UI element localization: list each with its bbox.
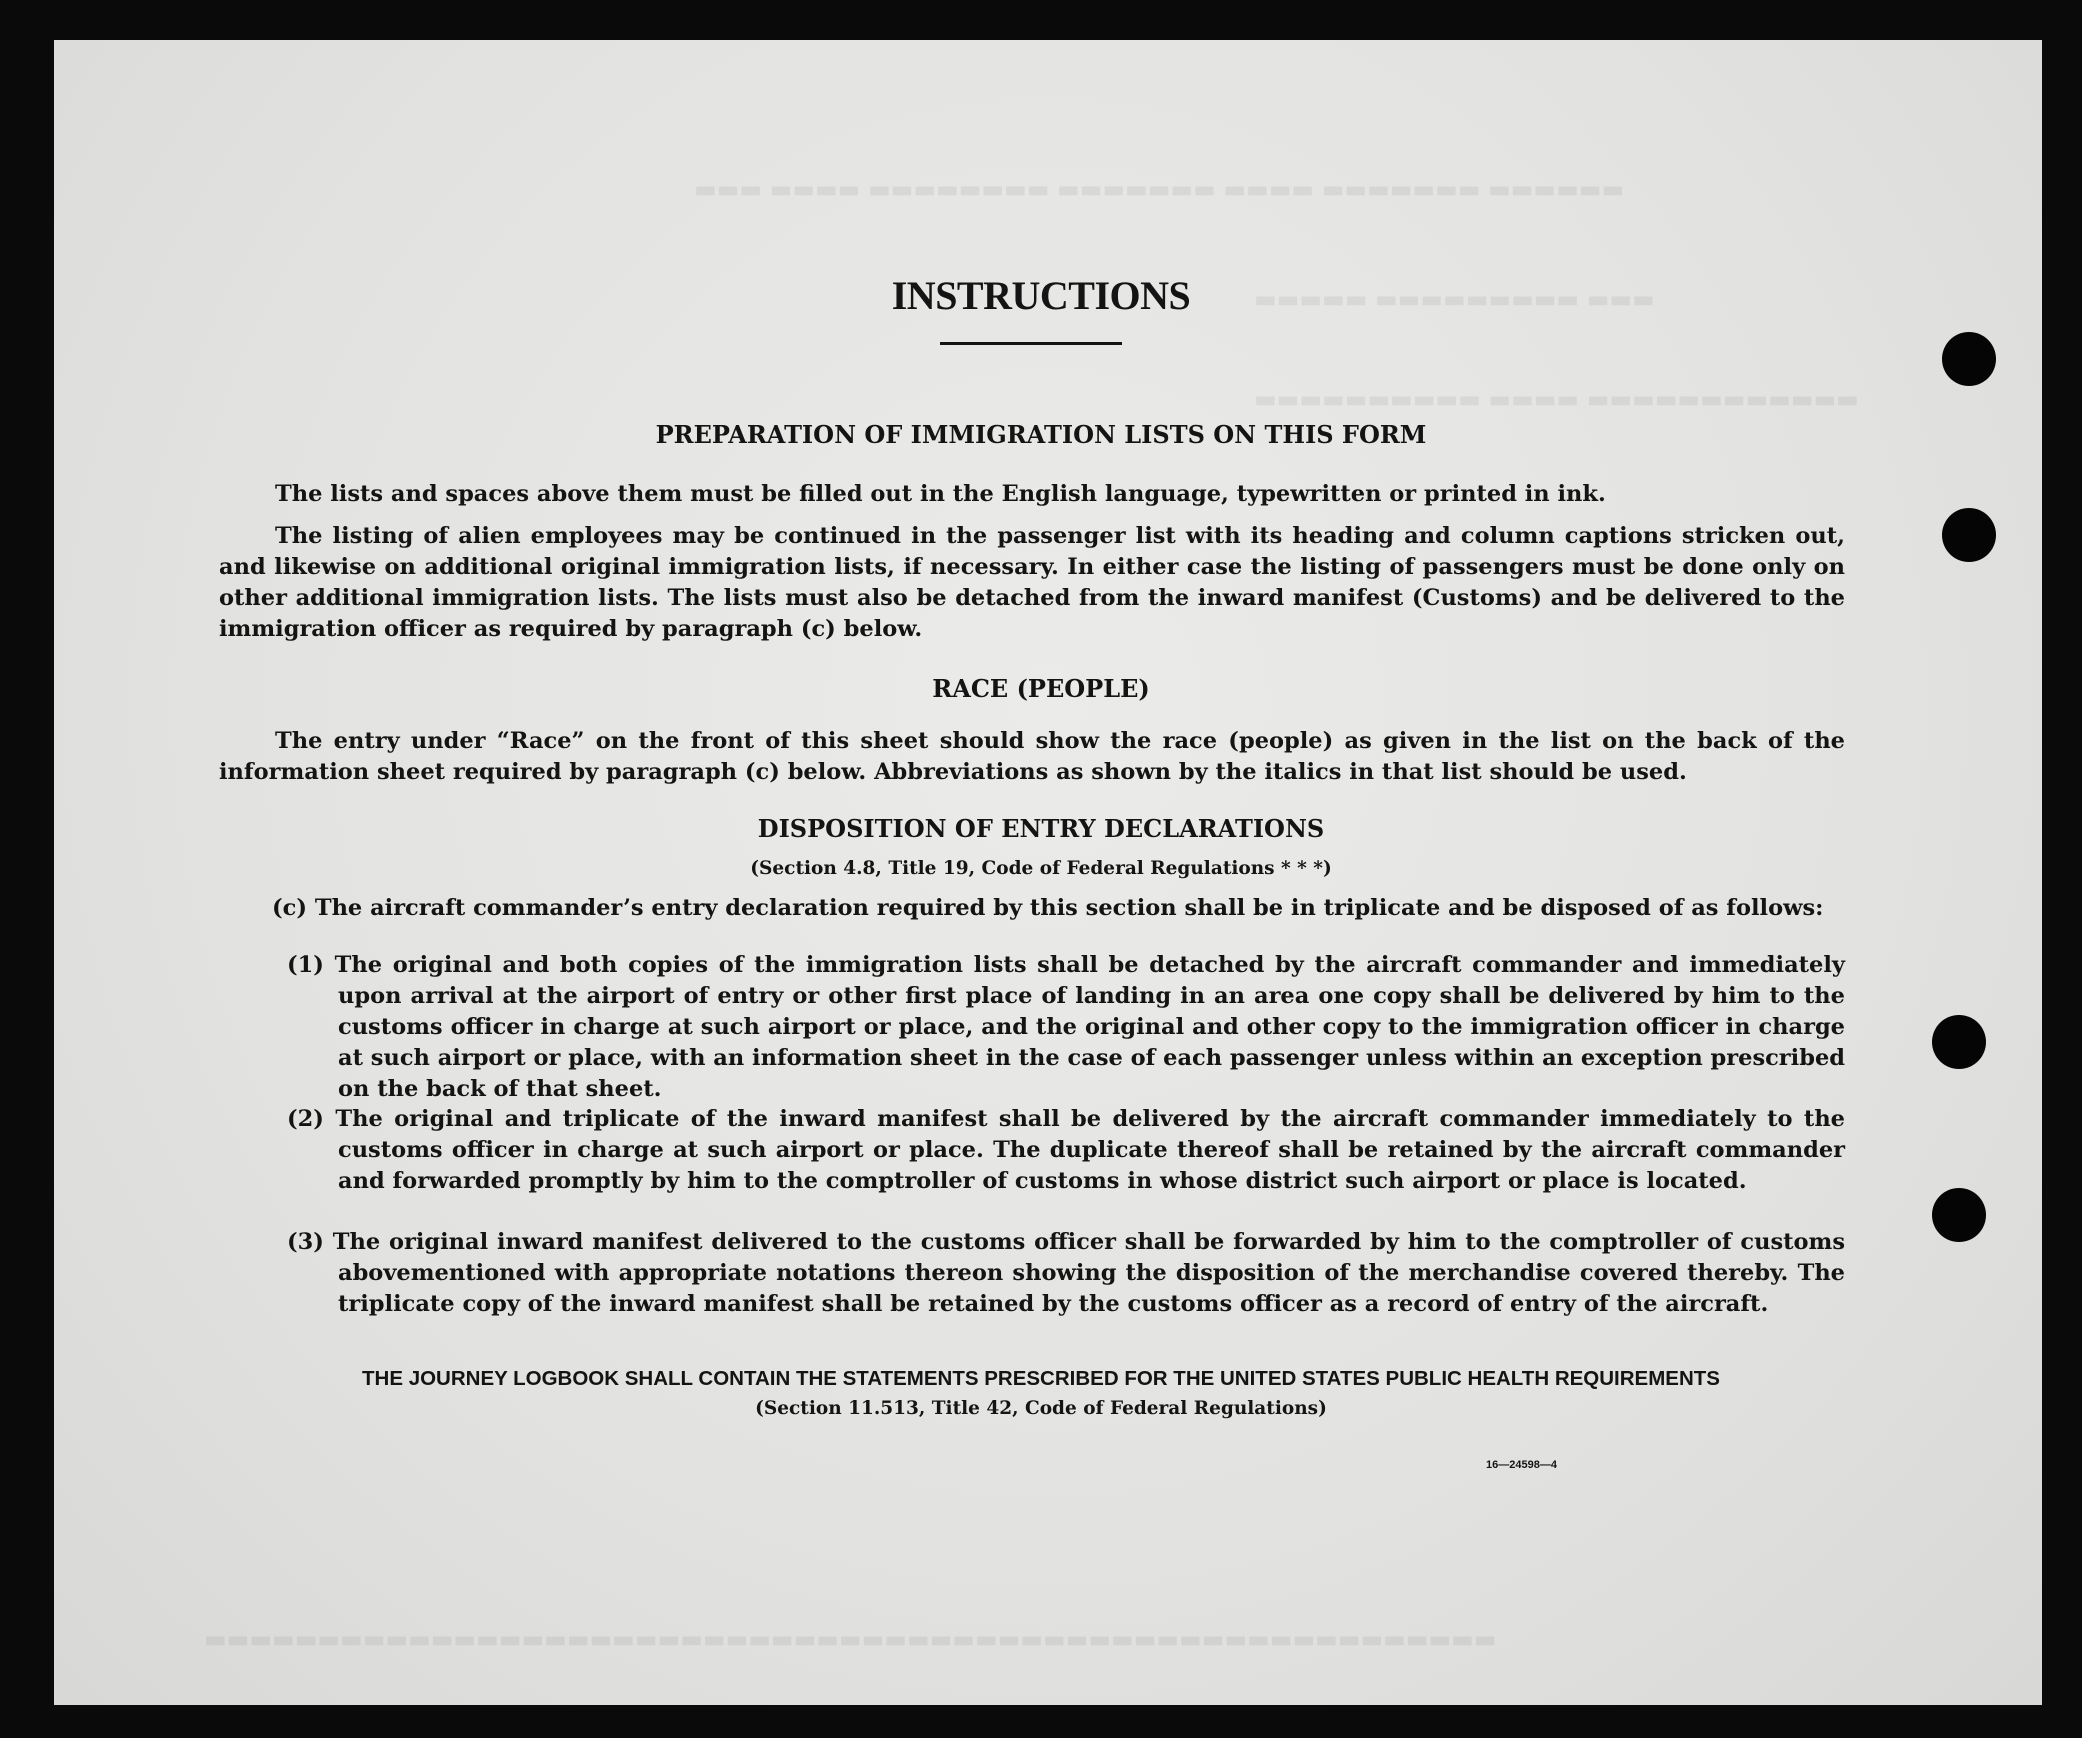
health-requirements-citation: (Section 11.513, Title 42, Code of Federal Regulations) <box>755 1398 1327 1419</box>
preparation-paragraph-2: The listing of alien employees may be continued in the passenger list with its heading and column captions stricken out, and likewise on additional original immigration lists, if necessary. In either case the listing of passengers must be done only on other additional immigration lists. The lists must also be detached from the inward manifest (Customs) and be delivered to the immigration officer as required by paragraph (c) below. <box>219 523 1845 642</box>
preparation-paragraph-1: The lists and spaces above them must be filled out in the English language, typewritten or printed in ink. <box>275 481 1606 507</box>
bleed-through: ▬▬▬▬▬ ▬▬▬▬▬▬▬▬▬ ▬▬▬ <box>1254 285 1655 313</box>
bleed-through: ▬▬▬▬▬▬▬▬▬▬ ▬▬▬▬ ▬▬▬▬▬▬▬▬▬▬▬▬ <box>1254 385 1859 413</box>
disposition-item-3: (3) The original inward manifest delivered to the customs officer shall be forwarded by him to the comptroller of customs abovementioned with appropriate notations thereon showing the disposition of the merchandise covered thereby. The triplicate copy of the inward manifest shall be retained by the customs officer as a record of entry of the aircraft. <box>287 1229 1845 1317</box>
race-heading: RACE (PEOPLE) <box>932 674 1150 703</box>
punch-hole <box>1942 332 1996 386</box>
punch-hole <box>1942 508 1996 562</box>
preparation-heading: PREPARATION OF IMMIGRATION LISTS ON THIS FORM <box>655 420 1427 449</box>
form-number: 16—24598—4 <box>1486 1459 1557 1471</box>
disposition-item-2: (2) The original and triplicate of the inward manifest shall be delivered by the aircraft commander immediately to the customs officer in charge at such airport or place. The duplicate thereof shall be retained by the aircraft commander and forwarded promptly by him to the comptroller of customs in whose district such airport or place is located. <box>287 1106 1845 1194</box>
bleed-through: ▬▬▬▬▬▬▬▬▬▬▬▬▬▬▬▬▬▬▬▬▬▬▬▬▬▬▬▬▬▬▬▬▬▬▬▬▬▬▬▬▬▬▬▬▬▬▬▬▬▬▬▬▬▬▬▬▬ <box>204 1625 1497 1653</box>
punch-hole <box>1932 1188 1986 1242</box>
bleed-through: ▬▬▬ ▬▬▬▬ ▬▬▬▬▬▬▬▬ ▬▬▬▬▬▬▬ ▬▬▬▬ ▬▬▬▬▬▬▬ ▬▬▬▬▬▬ <box>694 175 1625 203</box>
disposition-subheading: (Section 4.8, Title 19, Code of Federal Regulations * * *) <box>750 858 1332 879</box>
disposition-item-1: (1) The original and both copies of the immigration lists shall be detached by the aircraft commander and immediately upon arrival at the airport of entry or other first place of landing in an area one copy shall be delivered by him to the customs officer in charge at such airport or place, and the original and other copy to the immigration officer in charge at such airport or place, with an information sheet in the case of each passenger unless within an exception prescribed on the back of that sheet. <box>287 952 1845 1102</box>
disposition-intro: (c) The aircraft commander’s entry declaration required by this section shall be in triplicate and be disposed of as follows: <box>272 895 1824 921</box>
health-requirements-line: THE JOURNEY LOGBOOK SHALL CONTAIN THE STATEMENTS PRESCRIBED FOR THE UNITED STATES PUBLIC HEALTH REQUIREMENTS <box>362 1367 1720 1390</box>
disposition-heading: DISPOSITION OF ENTRY DECLARATIONS <box>757 814 1325 843</box>
title-underline <box>940 342 1122 345</box>
race-paragraph: The entry under “Race” on the front of this sheet should show the race (people) as given in the list on the back of the information sheet required by paragraph (c) below. Abbreviations as shown by the italics in that list should be used. <box>219 728 1845 785</box>
punch-hole <box>1932 1015 1986 1069</box>
document-title: INSTRUCTIONS <box>891 273 1191 318</box>
